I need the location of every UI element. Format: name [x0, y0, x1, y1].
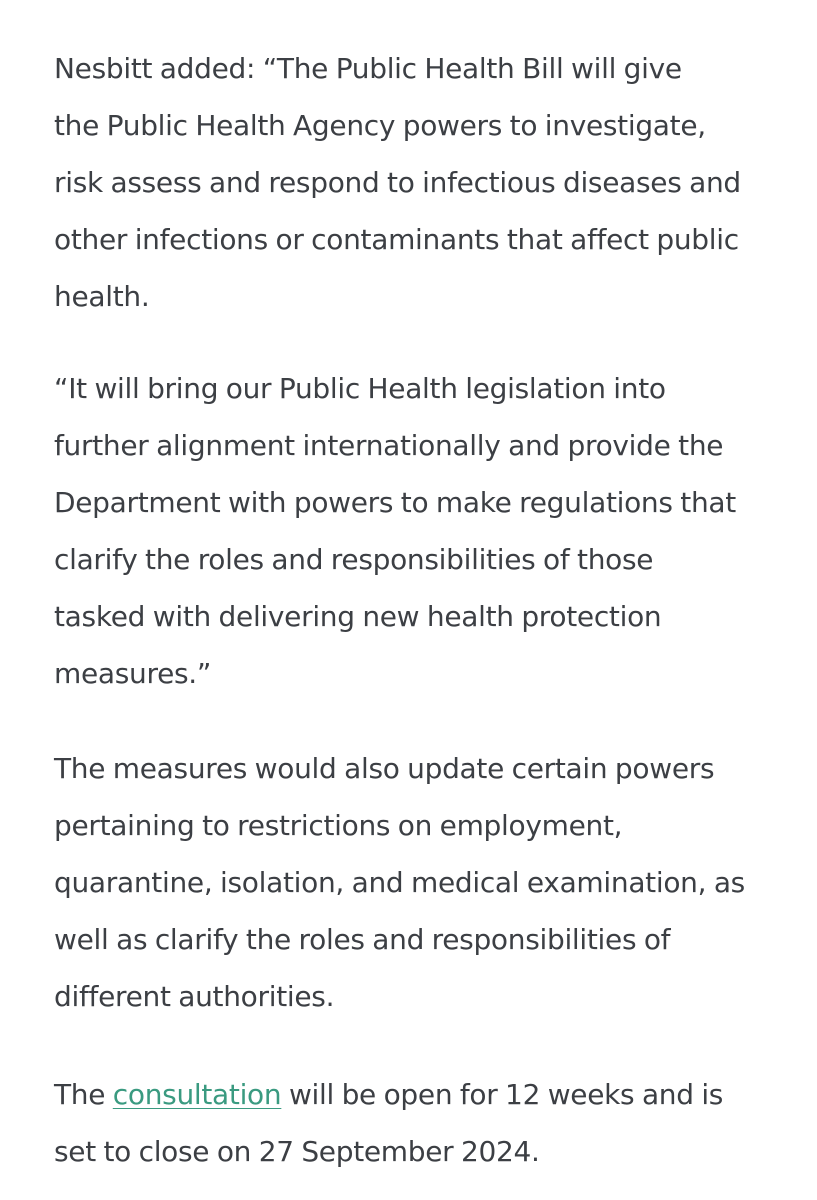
text-line: The measures would also update certain powers — [54, 752, 715, 785]
paragraph-consultation — [54, 1066, 723, 1180]
text-line: different authorities. — [54, 980, 335, 1013]
text-line: the Public Health Agency powers to investigate, — [54, 109, 706, 142]
text-line: Nesbitt added: “The Public Health Bill will give — [54, 52, 682, 85]
paragraph-legislation-quote — [54, 360, 736, 702]
text-line: well as clarify the roles and responsibilities of — [54, 923, 671, 956]
text-line: set to close on 27 September 2024. — [54, 1135, 540, 1168]
paragraph-nesbitt-quote — [54, 40, 741, 325]
text-segment: The — [54, 1078, 113, 1111]
text-line: tasked with delivering new health protection — [54, 600, 662, 633]
text-line: Department with powers to make regulations that — [54, 486, 736, 519]
text-line: other infections or contaminants that affect public — [54, 223, 739, 256]
text-line: pertaining to restrictions on employment, — [54, 809, 623, 842]
text-line: health. — [54, 280, 150, 313]
text-line: “It will bring our Public Health legislation into — [54, 372, 666, 405]
text-line — [54, 1066, 723, 1123]
text-line: quarantine, isolation, and medical examination, as — [54, 866, 745, 899]
text-line: further alignment internationally and provide the — [54, 429, 724, 462]
paragraph-measures — [54, 740, 745, 1025]
text-line: risk assess and respond to infectious diseases and — [54, 166, 741, 199]
consultation-link[interactable]: consultation — [112, 1078, 282, 1111]
text-line: clarify the roles and responsibilities of those — [54, 543, 654, 576]
text-segment: will be open for 12 weeks and is — [281, 1078, 724, 1111]
text-line: measures.” — [54, 657, 212, 690]
